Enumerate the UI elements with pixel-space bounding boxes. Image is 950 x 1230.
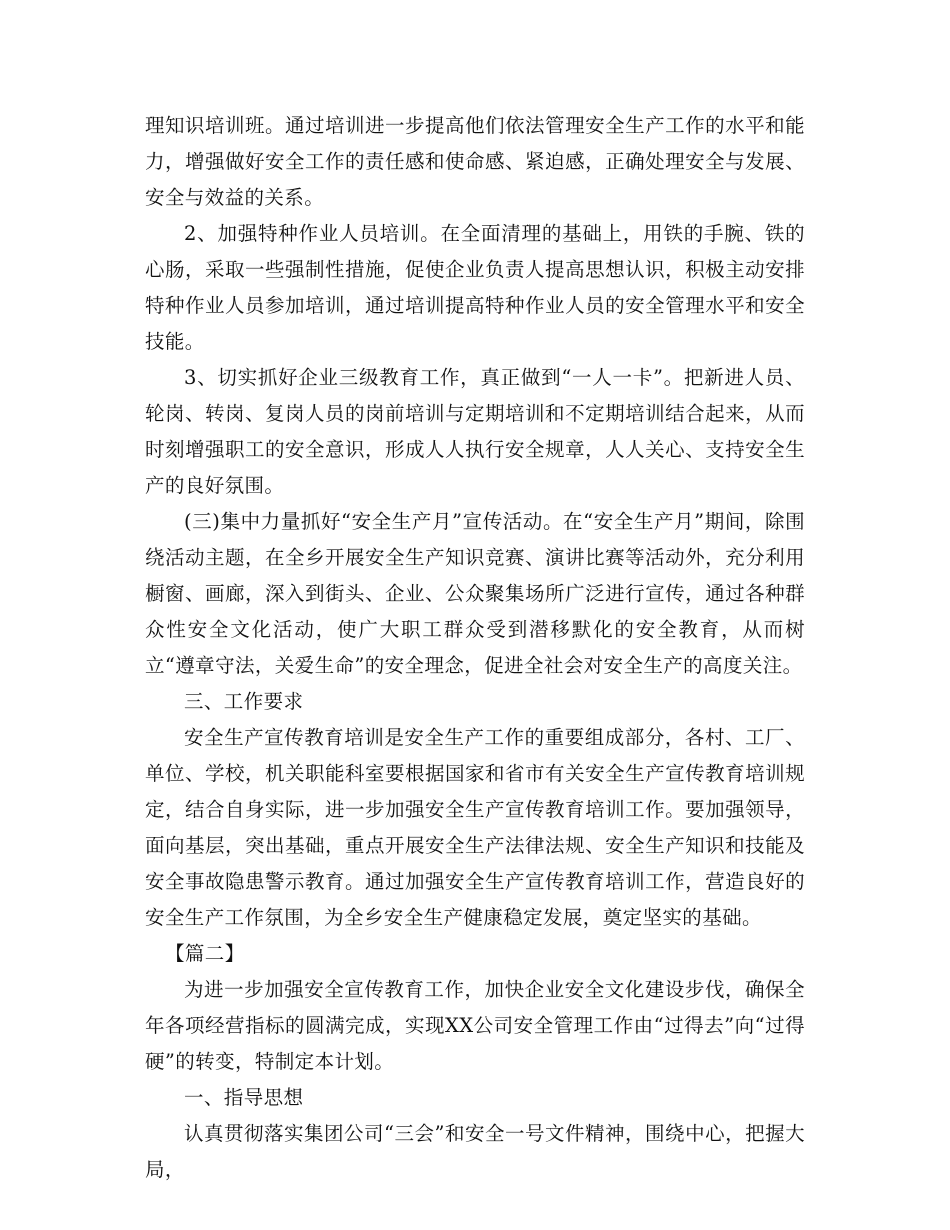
paragraph-special-operations-training: 2、加强特种作业人员培训。在全面清理的基础上，用铁的手腕、铁的心肠，采取一些强制性措施，促使企业负责人提高思想认识，积极主动安排特种作业人员参加培训，通过培训提高特种作业人员的安全管理水平和安全技能。 [145, 222, 805, 353]
paragraph-three-level-education: 3、切实抓好企业三级教育工作，真正做到“一人一卡”。把新进人员、轮岗、转岗、复岗人员的岗前培训与定期培训和不定期培训结合起来，从而时刻增强职工的安全意识，形成人人执行安全规章，人人关心、支持安全生产的良好氛围。 [145, 366, 805, 497]
paragraph-safety-month: (三)集中力量抓好“安全生产月”宣传活动。在“安全生产月”期间，除围绕活动主题，在全乡开展安全生产知识竞赛、演讲比赛等活动外，充分利用橱窗、画廊，深入到街头、企业、公众聚集场所广泛进行宣传，通过各种群众性安全文化活动，使广大职工群众受到潜移默化的安全教育，从而树立“遵章守法，关爱生命”的安全理念，促进全社会对安全生产的高度关注。 [145, 510, 805, 677]
paragraph-guiding-ideology: 认真贯彻落实集团公司“三会”和安全一号文件精神，围绕中心，把握大局， [145, 1122, 805, 1181]
paragraph-plan-intro: 为进一步加强安全宣传教育工作，加快企业安全文化建设步伐，确保全年各项经营指标的圆满完成，实现XX公司安全管理工作由“过得去”向“过得硬”的转变，特制定本计划。 [145, 978, 805, 1073]
paragraph-training-class: 理知识培训班。通过培训进一步提高他们依法管理安全生产工作的水平和能力，增强做好安全工作的责任感和使命感、紧迫感，正确处理安全与发展、安全与效益的关系。 [145, 114, 805, 209]
paragraph-work-requirements: 安全生产宣传教育培训是安全生产工作的重要组成部分，各村、工厂、单位、学校，机关职能科室要根据国家和省市有关安全生产宣传教育培训规定，结合自身实际，进一步加强安全生产宣传教育培训工作。要加强领导，面向基层，突出基础，重点开展安全生产法律法规、安全生产知识和技能及安全事故隐患警示教育。通过加强安全生产宣传教育培训工作，营造良好的安全生产工作氛围，为全乡安全生产健康稳定发展，奠定坚实的基础。 [145, 726, 805, 929]
part-two-heading: 【篇二】 [165, 942, 245, 965]
section-heading-guiding-ideology: 一、指导思想 [184, 1086, 304, 1109]
document-body [145, 108, 805, 1188]
section-heading-work-requirements: 三、工作要求 [184, 690, 304, 713]
